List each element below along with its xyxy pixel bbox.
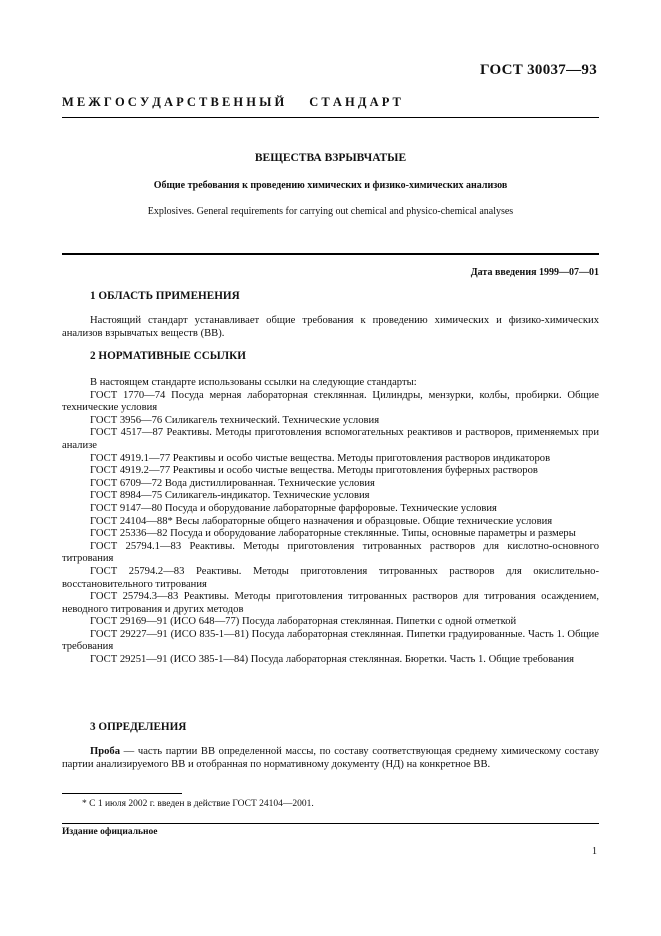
definition-term: Проба: [90, 746, 121, 757]
reference-item: ГОСТ 4517—87 Реактивы. Методы приготовления вспомогательных реактивов и растворов, применяемых при анализе: [62, 427, 599, 451]
reference-item: ГОСТ 25794.2—83 Реактивы. Методы приготовления титрованных растворов для окислительно-восстановительного титрования: [62, 565, 599, 590]
page-number: 1: [592, 846, 597, 857]
section-1-heading: 1 ОБЛАСТЬ ПРИМЕНЕНИЯ: [90, 290, 240, 302]
reference-item: ГОСТ 25794.3—83 Реактивы. Методы приготовления титрованных растворов для титрования осаждением, неводного титрования и других методов: [62, 591, 599, 615]
document-title: ВЕЩЕСТВА ВЗРЫВЧАТЫЕ: [254, 152, 407, 164]
reference-item: ГОСТ 6709—72 Вода дистиллированная. Технические условия: [90, 477, 375, 489]
section-3-body: [62, 746, 599, 771]
section-2-intro: В настоящем стандарте использованы ссылки на следующие стандарты:: [90, 377, 417, 388]
interstate-standard-banner: М Е Ж Г О С У Д А Р С Т В Е Н Н Ы Й С Т А Н Д А Р Т: [62, 95, 401, 109]
section-1-text: Настоящий стандарт устанавливает общие требования к проведению химических и физико-химических анализов взрывчатых веществ (ВВ).: [62, 315, 599, 339]
reference-item: ГОСТ 29227—91 (ИСО 835-1—81) Посуда лабораторная стеклянная. Пипетки градуированные. Часть 1. Общие требования: [62, 628, 599, 653]
edition-label: Издание официальное: [62, 827, 158, 837]
reference-item: ГОСТ 25336—82 Посуда и оборудование лабораторные стеклянные. Типы, основные параметры и размеры: [90, 528, 576, 540]
reference-item: ГОСТ 4919.2—77 Реактивы и особо чистые вещества. Методы приготовления буферных растворов: [90, 465, 538, 477]
reference-item: ГОСТ 3956—76 Силикагель технический. Технические условия: [90, 414, 380, 426]
footer-rule: [62, 823, 599, 824]
reference-item: ГОСТ 8984—75 Силикагель-индикатор. Технические условия: [90, 490, 370, 502]
reference-item: ГОСТ 29251—91 (ИСО 385-1—84) Посуда лабораторная стеклянная. Бюретки. Часть 1. Общие требования: [90, 654, 575, 666]
reference-item: ГОСТ 29169—91 (ИСО 648—77) Посуда лабораторная стеклянная. Пипетки с одной отметкой: [90, 616, 517, 628]
reference-item: ГОСТ 4919.1—77 Реактивы и особо чистые вещества. Методы приготовления растворов индикаторов: [90, 452, 551, 464]
definition-text: — часть партии ВВ определенной массы, по составу соответствующая среднему химическому составу партии анализируемого ВВ и отобранная по нормативному документу (НД) на конкретное ВВ.: [62, 746, 599, 770]
section-1-body: [62, 315, 599, 340]
document-subtitle: Общие требования к проведению химических и физико-химических анализов: [153, 180, 508, 191]
standard-code: ГОСТ 30037—93: [479, 62, 597, 78]
section-2-body: [62, 377, 599, 667]
reference-item: ГОСТ 24104—88* Весы лабораторные общего назначения и образцовые. Общие технические условия: [90, 515, 553, 527]
title-rule: [62, 253, 599, 255]
reference-item: ГОСТ 9147—80 Посуда и оборудование лабораторные фарфоровые. Технические условия: [90, 502, 497, 514]
effective-date: Дата введения 1999—07—01: [470, 267, 599, 278]
header-rule: [62, 117, 599, 118]
reference-item: ГОСТ 1770—74 Посуда мерная лабораторная стеклянная. Цилиндры, мензурки, колбы, пробирки. Общие технические условия: [62, 389, 599, 414]
footnote: * С 1 июля 2002 г. введен в действие ГОСТ 24104—2001.: [82, 799, 314, 809]
section-3-heading: 3 ОПРЕДЕЛЕНИЯ: [90, 721, 187, 733]
english-title: Explosives. General requirements for carrying out chemical and physico-chemical analyses: [147, 206, 514, 217]
reference-item: ГОСТ 25794.1—83 Реактивы. Методы приготовления титрованных растворов для кислотно-основного титрования: [62, 540, 599, 565]
footnote-rule: [62, 793, 182, 794]
section-2-heading: 2 НОРМАТИВНЫЕ ССЫЛКИ: [90, 350, 246, 362]
